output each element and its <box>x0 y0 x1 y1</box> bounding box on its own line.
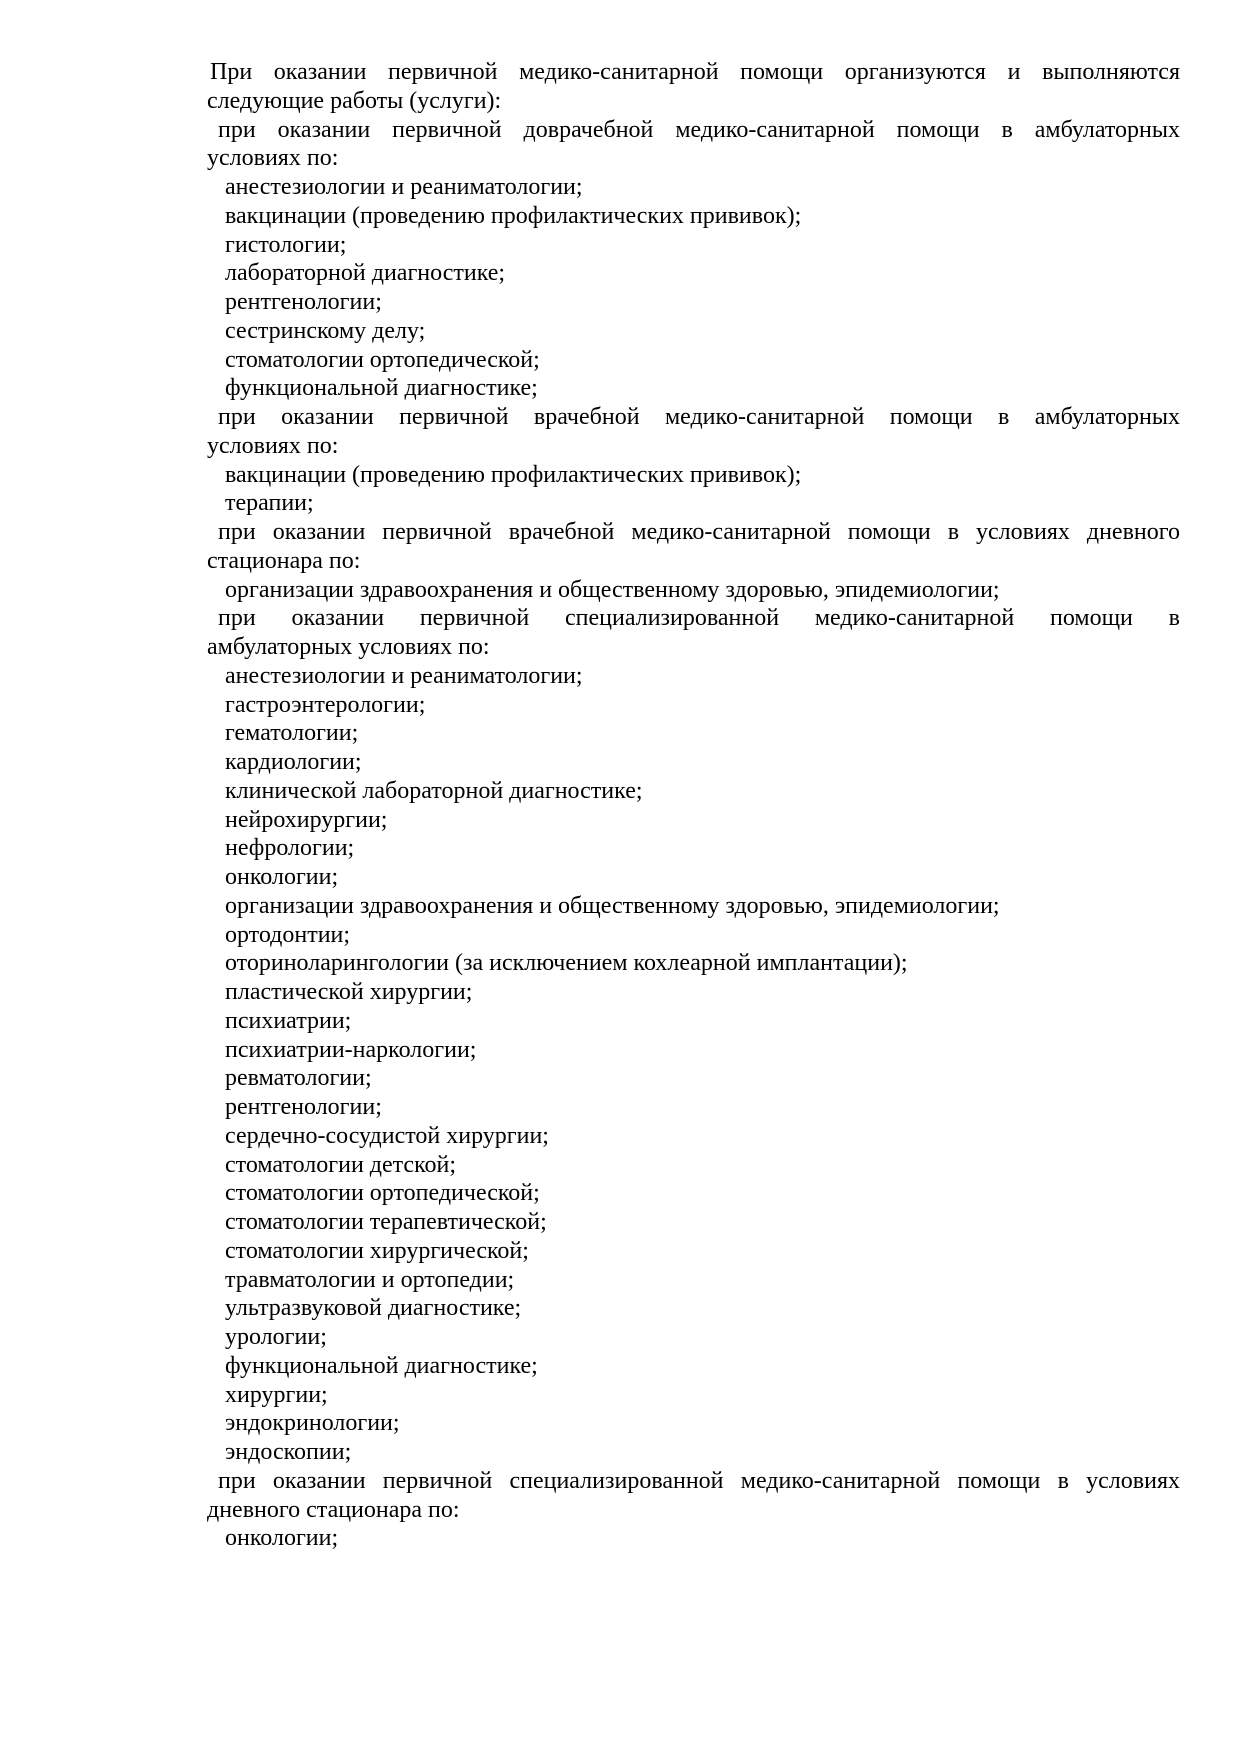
text-line: оториноларингологии (за исключением кохлеарной имплантации); <box>225 950 908 977</box>
text-line: анестезиологии и реаниматологии; <box>225 174 583 200</box>
text-line: сестринскому делу; <box>225 317 426 344</box>
text-line: при оказании первичной врачебной медико-санитарной помощи в условиях дневного <box>218 519 1180 545</box>
text-line: при оказании первичной специализированной медико-санитарной помощи в условиях <box>218 1467 1180 1494</box>
text-line: функциональной диагностике; <box>225 1352 538 1379</box>
text-line: онкологии; <box>225 1525 339 1552</box>
text-line: стоматологии ортопедической; <box>225 346 540 373</box>
text-line: ультразвуковой диагностике; <box>225 1295 522 1322</box>
text-line: гистологии; <box>225 231 347 258</box>
text-line: терапии; <box>225 490 314 517</box>
text-line: гастроэнтерологии; <box>225 691 426 718</box>
text-line: анестезиологии и реаниматологии; <box>225 662 583 689</box>
text-line: стоматологии детской; <box>225 1151 457 1178</box>
text-line: стационара по: <box>207 547 361 574</box>
text-line: организации здравоохранения и общественному здоровью, эпидемиологии; <box>225 576 1000 603</box>
text-line: травматологии и ортопедии; <box>225 1266 515 1293</box>
text-line: сердечно-сосудистой хирургии; <box>225 1122 549 1149</box>
text-line: дневного стационара по: <box>207 1496 460 1523</box>
text-line: условиях по: <box>207 145 339 172</box>
text-line: гематологии; <box>225 720 359 747</box>
text-line: амбулаторных условиях по: <box>207 634 490 660</box>
text-line: ревматологии; <box>225 1065 372 1092</box>
text-line: психиатрии-наркологии; <box>225 1036 477 1063</box>
text-line: хирургии; <box>225 1381 328 1408</box>
text-line: вакцинации (проведению профилактических прививок); <box>225 202 802 229</box>
text-line: условиях по: <box>207 432 339 459</box>
text-line: при оказании первичной врачебной медико-санитарной помощи в амбулаторных <box>218 404 1180 430</box>
text-line: нефрологии; <box>225 835 355 862</box>
text-line: нейрохирургии; <box>225 806 388 833</box>
text-line: следующие работы (услуги): <box>207 87 502 114</box>
text-line: рентгенологии; <box>225 1094 382 1120</box>
text-line: лабораторной диагностике; <box>225 260 506 287</box>
text-line: эндоскопии; <box>225 1439 352 1465</box>
text-line: урологии; <box>225 1324 327 1350</box>
text-line: функциональной диагностике; <box>225 375 538 402</box>
text-line: рентгенологии; <box>225 289 382 315</box>
text-line: вакцинации (проведению профилактических прививок); <box>225 461 802 488</box>
text-line: кардиологии; <box>225 749 362 775</box>
text-line: эндокринологии; <box>225 1410 400 1437</box>
text-line: при оказании первичной специализированной медико-санитарной помощи в <box>218 605 1180 632</box>
text-line: клинической лабораторной диагностике; <box>225 777 643 804</box>
text-line: онкологии; <box>225 864 339 890</box>
text-line: стоматологии терапевтической; <box>225 1209 547 1235</box>
text-line: организации здравоохранения и общественному здоровью, эпидемиологии; <box>225 892 1000 919</box>
text-line: При оказании первичной медико-санитарной помощи организуются и выполняются <box>210 59 1180 85</box>
document-body <box>207 58 1180 1553</box>
text-line: ортодонтии; <box>225 921 351 948</box>
text-line: психиатрии; <box>225 1007 352 1034</box>
text-line: стоматологии хирургической; <box>225 1237 529 1264</box>
text-line: стоматологии ортопедической; <box>225 1180 540 1207</box>
text-line: пластической хирургии; <box>225 979 473 1005</box>
text-line: при оказании первичной доврачебной медико-санитарной помощи в амбулаторных <box>218 116 1180 143</box>
